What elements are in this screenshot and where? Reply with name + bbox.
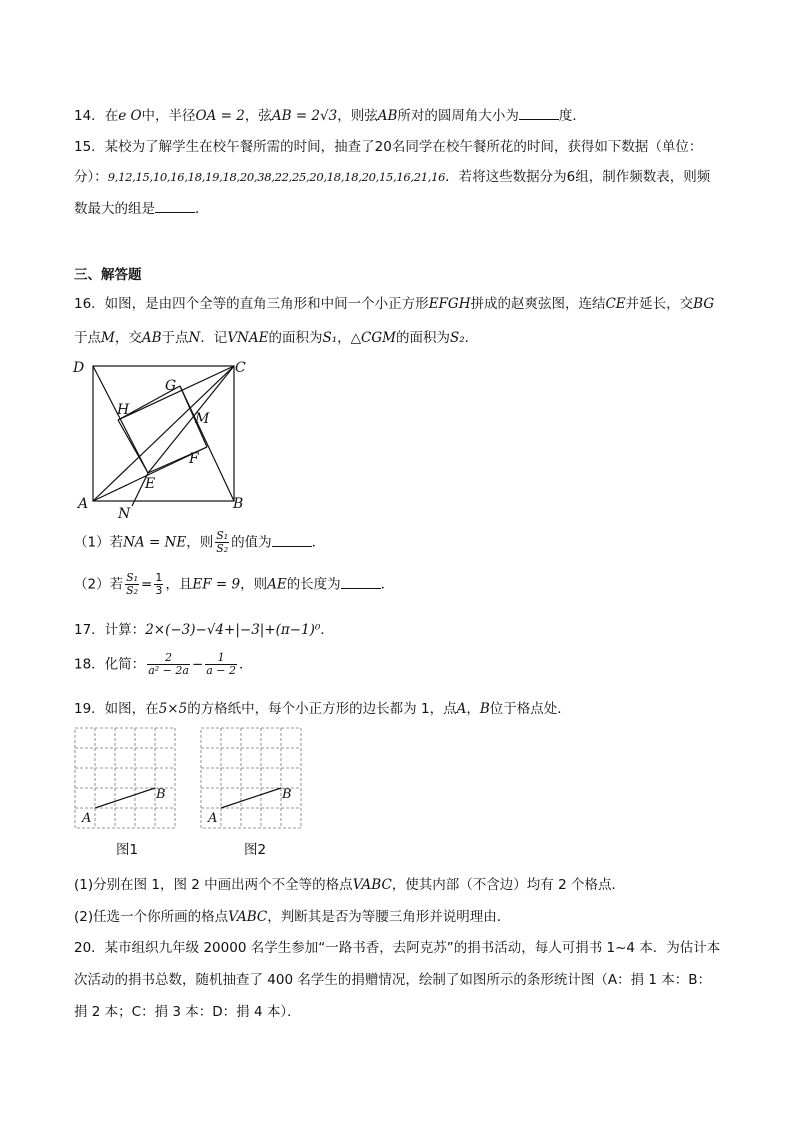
label-g: G: [165, 378, 177, 394]
label-b: B: [282, 787, 292, 802]
q15-line1: 15．某校为了解学生在校午餐所需的时间，抽查了20名同学在校午餐所花的时间，获得如下数据（单位：: [74, 139, 703, 155]
label-n: N: [118, 506, 131, 522]
q15-line3: 数最大的组是 ．: [74, 201, 209, 217]
q19-part2: (2)任选一个你所画的格点VABC，判断其是否为等腰三角形并说明理由．: [74, 909, 511, 925]
label-b: B: [156, 787, 166, 802]
q14-line: 14．在e O中，半径OA = 2，弦AB = 2√3，则弦AB所对的圆周角大小为 度．: [74, 108, 586, 124]
q19-part1: (1)分别在图 1，图 2 中画出两个不全等的格点VABC，使其内部（不含边）均有 2 个格点．: [74, 877, 625, 893]
q16-line2: 于点M，交AB于点N．记VNAE的面积为S₁，△CGM的面积为S₂．: [74, 330, 479, 346]
line-ac-path: [93, 366, 234, 501]
label-h: H: [117, 402, 130, 418]
q17-line: 17．计算：2×(−3)−√4+|−3|+(π−1)⁰．: [74, 622, 334, 638]
zhao-shuang-figure: [70, 356, 260, 522]
q16-part2: （2）若 $\frac{\text{S₁}}{\text{S₂}}$ = $\frac{1}{3}$ ，且EF = 9，则AE的长度为 ．: [74, 571, 395, 597]
q18-line: 18．化简： $\frac{2}{\text{a² − 2a}}$ − $\frac{1}{a - 2}$ ．: [74, 651, 253, 677]
line-de: [93, 366, 148, 473]
grid-figure-2: [196, 725, 311, 831]
answer-blank[interactable]: [519, 107, 559, 120]
line-eh: [118, 420, 148, 473]
segment-ab: [221, 788, 281, 808]
label-m: M: [195, 411, 210, 427]
fraction-2: $\frac{1}{a - 2}$: [206, 651, 237, 677]
q19-line1: 19．如图，在5×5的方格纸中，每个小正方形的边长都为 1，点A，B位于格点处．: [74, 701, 571, 717]
label-c: C: [235, 360, 246, 376]
label-f: F: [189, 451, 199, 467]
label-d: D: [73, 360, 85, 376]
q16-part1: （1）若NA = NE，则 $\frac{\text{S₁}}{\text{S₂}}$ 的值为 ．: [74, 529, 326, 555]
q15-line2: 分）：9,12,15,10,16,18,19,18,20,38,22,25,20,18,18,20,15,16,21,16．若将这些数据分为6组，制作频数表，则频: [74, 169, 711, 185]
answer-blank[interactable]: [272, 534, 312, 547]
label-e: E: [145, 476, 156, 492]
q16-line1: 16．如图，是由四个全等的直角三角形和中间一个小正方形EFGH拼成的赵爽弦图，连结CE并延长，交BG: [74, 296, 715, 312]
fraction-one-third: $\frac{1}{3}$: [155, 571, 163, 597]
fraction-1: $\frac{2}{\text{a² − 2a}}$: [148, 651, 189, 677]
label-a: A: [78, 496, 89, 512]
fraction-s1-s2: $\frac{\text{S₁}}{\text{S₂}}$: [216, 529, 229, 555]
answer-blank[interactable]: [155, 200, 195, 213]
q20-line3: 捐 2 本；C：捐 3 本：D：捐 4 本）．: [74, 1004, 301, 1020]
figure-2-caption: 图2: [244, 842, 267, 858]
label-a: A: [208, 811, 218, 826]
fraction-s1-s2: $\frac{\text{S₁}}{\text{S₂}}$: [126, 571, 139, 597]
q20-line1: 20．某市组织九年级 20000 名学生参加“一路书香，去阿克苏”的捐书活动，每人可捐书 1~4 本．为估计本: [74, 940, 721, 956]
label-a: A: [82, 811, 92, 826]
answer-blank[interactable]: [341, 576, 381, 589]
q20-line2: 次活动的捐书总数，随机抽查了 400 名学生的捐赠情况，绘制了如图所示的条形统计图（A：捐 1 本：B：: [74, 972, 712, 988]
segment-ab: [95, 788, 155, 808]
label-b: B: [233, 496, 244, 512]
section-heading: 三、解答题: [74, 267, 142, 283]
grid-figure-1: [70, 725, 185, 831]
figure-1-caption: 图1: [116, 842, 139, 858]
